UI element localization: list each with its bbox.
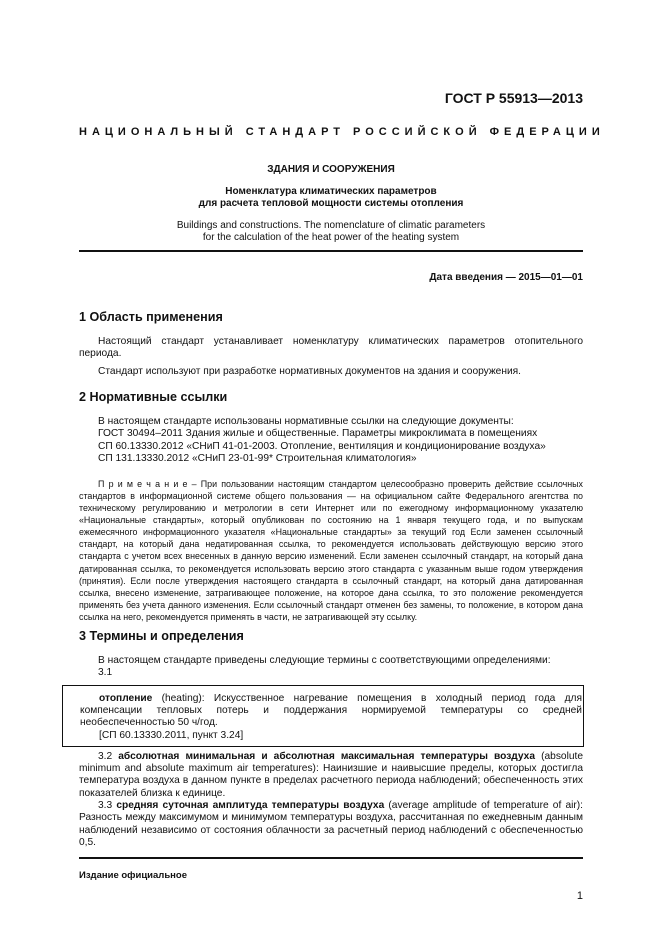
- section-2-heading: 2 Нормативные ссылки: [79, 389, 228, 404]
- document-number: ГОСТ Р 55913—2013: [444, 90, 583, 106]
- subtitle-line: для расчета тепловой мощности системы отопления: [198, 198, 464, 209]
- term-3-1-number: 3.1: [98, 667, 113, 679]
- section-3-heading: 3 Термины и определения: [79, 629, 244, 644]
- term-3-3-term: средняя суточная амплитуда температуры воздуха: [116, 799, 385, 811]
- document-subtitle: [79, 186, 583, 210]
- document-title: ЗДАНИЯ И СООРУЖЕНИЯ: [267, 164, 395, 175]
- english-title-line: Buildings and constructions. The nomenclature of climatic parameters: [176, 220, 486, 231]
- term-3-1-definition: [80, 693, 582, 730]
- title-divider: [79, 250, 583, 252]
- references-list: [79, 416, 583, 466]
- terms-intro: В настоящем стандарте приведены следующие термины с соответствующими определениями:: [98, 655, 551, 667]
- term-3-1-source: [СП 60.13330.2011, пункт 3.24]: [99, 729, 244, 741]
- section-1-paragraph: Стандарт используют при разработке нормативных документов на здания и сооружения.: [98, 365, 522, 377]
- english-title-line: for the calculation of the heat power of the heating system: [202, 232, 460, 243]
- term-3-2-term: абсолютная минимальная и абсолютная максимальная температуры воздуха: [118, 750, 536, 762]
- term-3-1-text: (heating): Искусственное нагревание помещения в холодный период года для компенсации тепловых потерь и поддержания нормируемой температуры со средней необеспеченностью 50 ч/год.: [80, 692, 582, 729]
- intro-date: Дата введения — 2015—01—01: [429, 272, 583, 283]
- section-3-intro: [79, 655, 583, 680]
- reference-item: СП 131.13330.2012 «СНиП 23-01-99* Строительная климатология»: [98, 453, 417, 465]
- national-standard-title: НАЦИОНАЛЬНЫЙ СТАНДАРТ РОССИЙСКОЙ ФЕДЕРАЦИИ: [79, 126, 605, 138]
- subtitle-line: Номенклатура климатических параметров: [225, 186, 437, 197]
- official-edition-label: Издание официальное: [79, 870, 187, 882]
- term-3-3-definition: [79, 800, 583, 849]
- document-body: [79, 310, 583, 903]
- footer-divider: [79, 857, 583, 859]
- term-3-3-number: 3.3: [98, 799, 117, 811]
- reference-item: ГОСТ 30494–2011 Здания жилые и общественные. Параметры микроклимата в помещениях: [98, 428, 538, 440]
- note-text: – При пользовании настоящим стандартом целесообразно проверить действие ссылочных стандартов в информационной системе общего пользования — на официальном сайте Федерального агентства по техническому регулированию и метрологии в сети Интернет или по ежегодному информационному указателю «Национальные стандарты», который опубликован по состоянию на 1 января текущего года, и по выпускам ежемесячного информационного указателя «Национальные стандарты» за текущий год Если заменен ссылочный стандарт, на который дана недатированная ссылка, то рекомендуется использовать действующую версию этого стандарта с учетом всех внесенных в данную версию изменений. Если заменен ссылочный стандарт, на который дана датированная ссылка, то рекомендуется использовать версию этого стандарта с указанным выше годом утверждения (принятия). Если после утверждения настоящего стандарта в ссылочный стандарт, на который дана датированная ссылка, внесено изменение, затрагивающее положение, на которое дана ссылка, то это положение рекомендуется применять без учета данного изменения. Если ссылочный стандарт отменен без замены, то положение, в котором дана ссылка на него, рекомендуется применять в части, не затрагивающей эту ссылку.: [79, 478, 583, 622]
- note: [79, 478, 583, 623]
- term-3-1-term: отопление: [99, 692, 153, 704]
- page-number: 1: [576, 890, 583, 903]
- term-3-2-text: (absolute minimum and absolute maximum air temperatures): Наинизшие и наивысшие пределы, которых достигла температура воздуха в данном пункте в пределах расчетного периода наблюдений; обеспеченность этих показателей близка к единице.: [79, 750, 584, 799]
- term-3-1-box: [62, 685, 584, 747]
- references-intro: В настоящем стандарте использованы нормативные ссылки на следующие документы:: [98, 415, 514, 427]
- term-3-2-number: 3.2: [98, 750, 119, 762]
- english-title: [79, 220, 583, 244]
- note-label: П р и м е ч а н и е: [98, 478, 188, 489]
- section-1-paragraph: Настоящий стандарт устанавливает номенклатуру климатических параметров отопительного периода.: [79, 336, 583, 360]
- term-3-2-definition: [79, 751, 583, 800]
- reference-item: СП 60.13330.2012 «СНиП 41-01-2003. Отопление, вентиляция и кондиционирование воздуха»: [98, 440, 546, 452]
- term-3-3-text: (average amplitude of temperature of air): Разность между максимумом и минимумом температуры воздуха, рассчитанная по ежедневным данным наблюдений независимо от состояния облачности за расчетный период наблюдений с обеспеченностью 0,5.: [79, 799, 583, 848]
- section-1-heading: 1 Область применения: [79, 310, 223, 324]
